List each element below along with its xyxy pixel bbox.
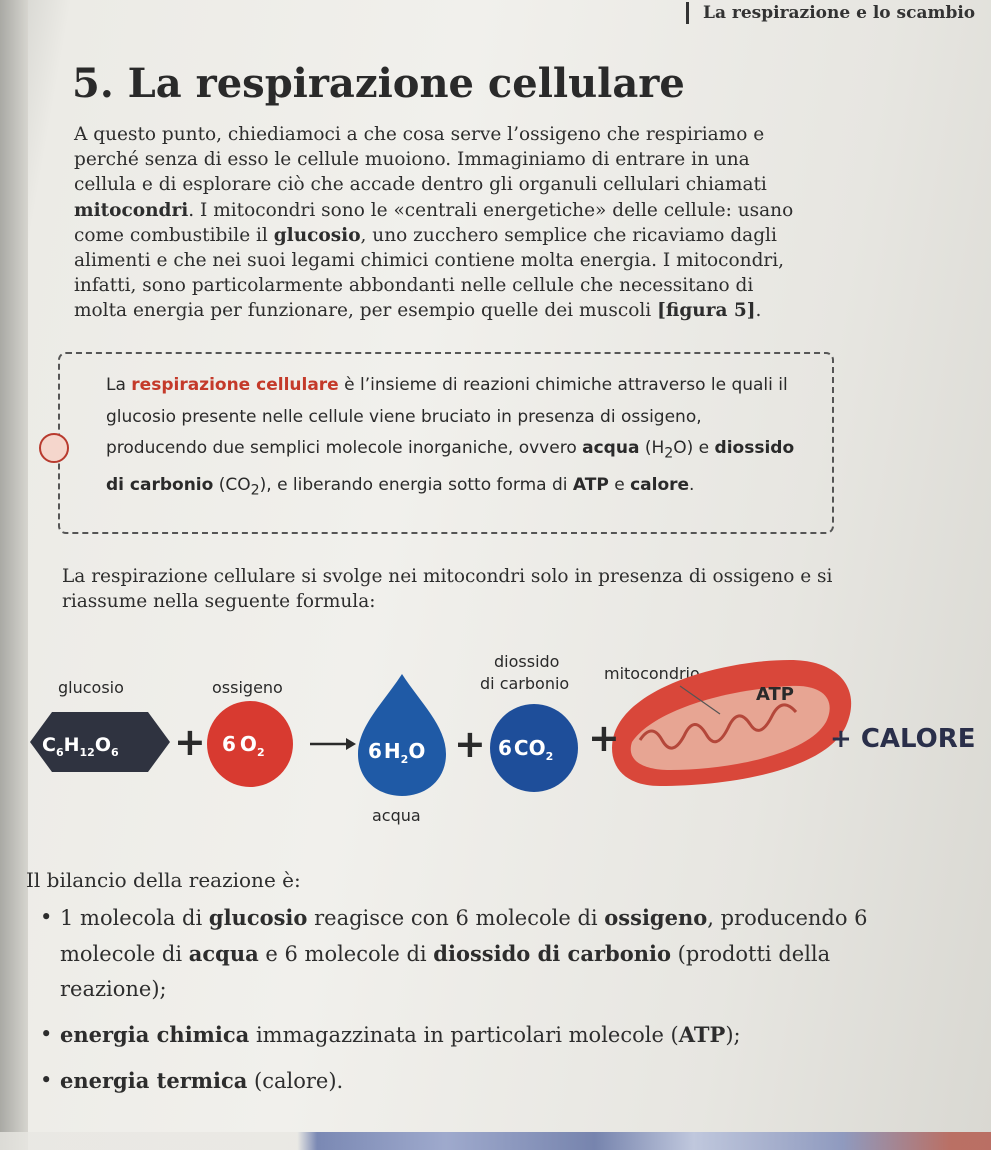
bottom-decoration: [0, 1132, 991, 1150]
mitochondrion-illustration: [612, 660, 851, 786]
running-head: La respirazione e lo scambio: [686, 2, 975, 24]
bilancio-heading: Il bilancio della reazione è:: [26, 868, 301, 892]
label-diossido-2: di carbonio: [480, 674, 570, 693]
reaction-arrow-head: [346, 738, 356, 750]
bilancio-list: [40, 900, 880, 1109]
glucose-formula: $C_6H_{12}O_6$: [42, 734, 119, 759]
label-glucosio: glucosio: [58, 678, 124, 697]
plus-2: +: [454, 722, 486, 766]
calore-label: + CALORE: [830, 724, 976, 754]
plus-1: +: [174, 720, 206, 764]
oxygen-formula: 6 $O_2$: [222, 732, 265, 759]
list-item: • energia chimica immagazzinata in particolari molecole (ATP);: [40, 1017, 880, 1053]
water-drop: [358, 674, 446, 796]
list-item: • 1 molecola di glucosio reagisce con 6 molecole di ossigeno, producendo 6 molecole di acqua e 6 molecole di diossido di carbonio (prodotti della reazione);: [40, 900, 880, 1007]
definition-term: respirazione cellulare: [131, 375, 339, 395]
intro-paragraph: A questo punto, chiediamoci a che cosa serve l’ossigeno che respiriamo e perché senza di esso le cellule muoiono. Immaginiamo di entrare in una cellula e di esplorare ciò che accade dentro gli organuli cellulari chiamati mitocondri. I mitocondri sono le «centrali energetiche» delle cellule: usano come combustibile il glucosio, uno zucchero semplice che ricaviamo dagli alimenti e che nei suoi legami chimici contiene molta energia. I mitocondri, infatti, sono particolarmente abbondanti nelle cellule che necessitano di molta energia per funzionare, per esempio quelle dei muscoli [figura 5].: [74, 124, 794, 322]
page-binding-edge: [0, 0, 28, 1150]
label-diossido-1: diossido: [494, 652, 560, 671]
respiration-formula: [0, 630, 991, 830]
definition-text: La respirazione cellulare è l’insieme di reazioni chimiche attraverso le quali il glucosio presente nelle cellule viene bruciato in presenza di ossigeno, producendo due semplici molecole inorganiche, ovvero acqua $(H_2O)$ e diossido di carbonio $(CO_2)$, e liberando energia sotto forma di ATP e calore.: [106, 375, 795, 499]
water-formula: 6 $H_2O$: [368, 739, 426, 766]
label-atp: ATP: [756, 684, 795, 705]
label-acqua: acqua: [372, 806, 421, 825]
list-item: • energia termica (calore).: [40, 1063, 880, 1099]
formula-intro: La respirazione cellulare si svolge nei mitocondri solo in presenza di ossigeno e si riassume nella seguente formula:: [62, 566, 833, 613]
key-concept-icon: [39, 433, 69, 463]
co2-formula: 6 $CO_2$: [498, 736, 554, 763]
plus-3: +: [588, 716, 620, 760]
section-title: 5. La respirazione cellulare: [72, 60, 685, 107]
label-ossigeno: ossigeno: [212, 678, 283, 697]
label-mitocondrio: mitocondrio: [604, 664, 700, 683]
